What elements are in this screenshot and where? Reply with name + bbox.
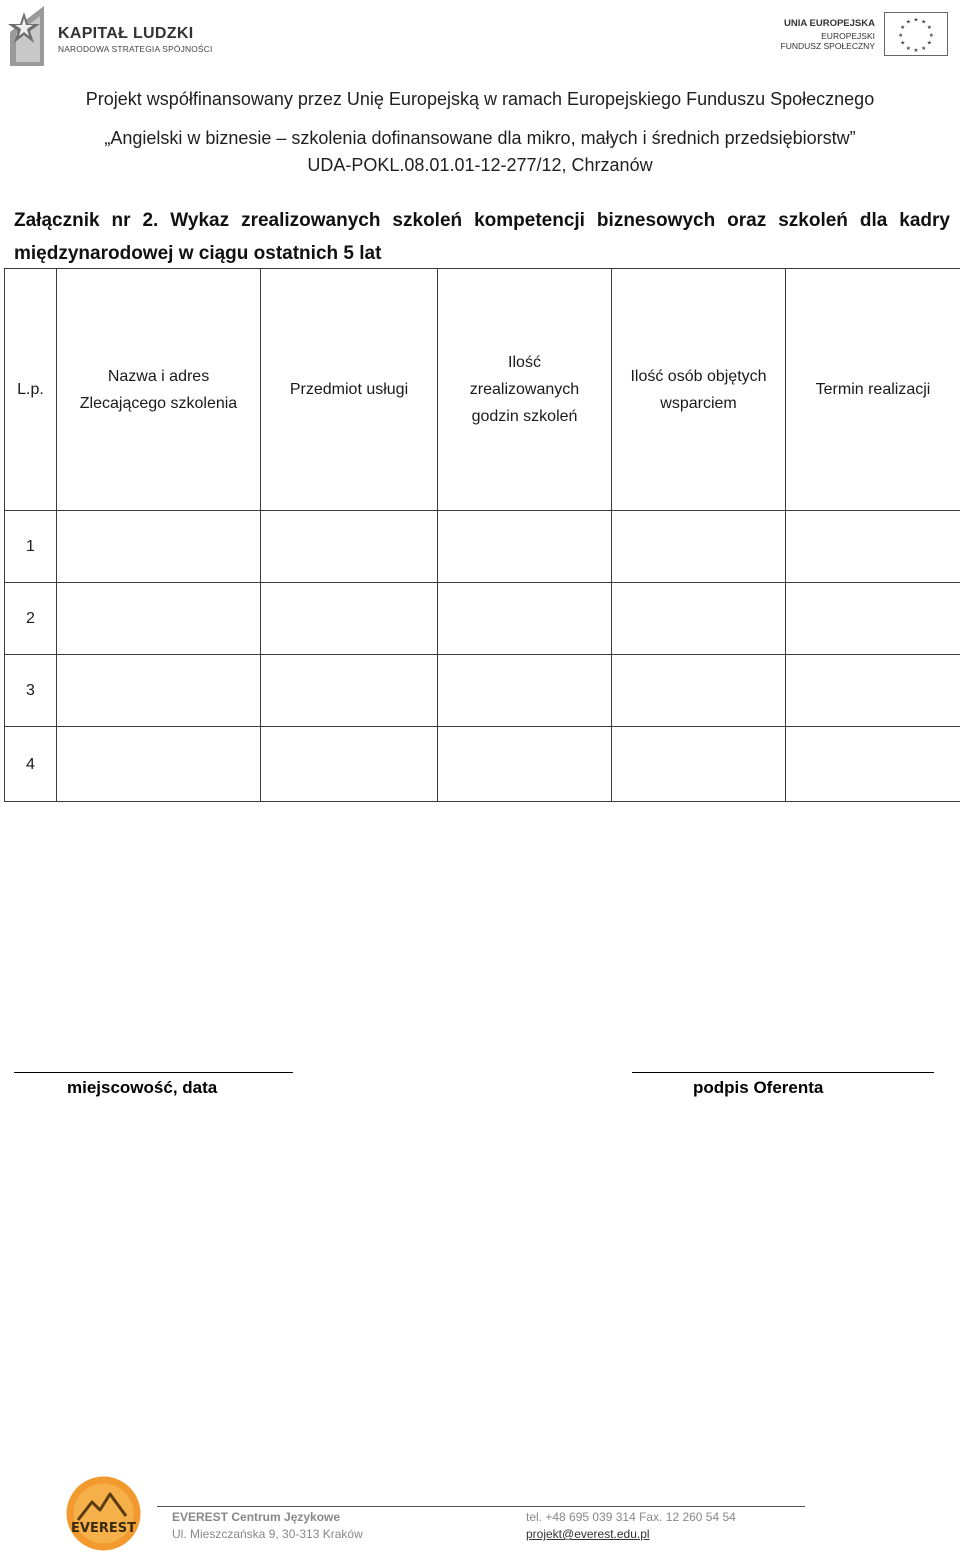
client-cell[interactable]	[57, 727, 261, 802]
participants-cell[interactable]	[612, 655, 786, 727]
column-header-participants-label: Ilość osób objętych wsparciem	[630, 367, 767, 412]
svg-text:★: ★	[926, 40, 932, 47]
svg-text:★: ★	[900, 25, 906, 32]
svg-text:★: ★	[905, 19, 911, 26]
hours-cell[interactable]	[438, 511, 612, 583]
date-cell[interactable]	[786, 727, 960, 802]
footer-company: EVEREST Centrum Językowe	[172, 1510, 341, 1524]
svg-text:★: ★	[921, 46, 927, 53]
participants-cell[interactable]	[612, 511, 786, 583]
column-header-client	[57, 269, 261, 511]
column-header-lp: L.p.	[5, 269, 57, 511]
cofinancing-statement: Projekt współfinansowany przez Unię Europejską w ramach Europejskiego Funduszu Społecznego	[85, 89, 875, 109]
column-header-hours	[438, 269, 612, 511]
column-header-participants	[612, 269, 786, 511]
everest-logo-icon	[66, 1476, 141, 1551]
svg-text:★: ★	[913, 17, 919, 24]
project-name: „Angielski w biznesie – szkolenia dofinansowane dla mikro, małych i średnich przedsiębiorstw”	[104, 128, 856, 148]
column-header-hours-label: Ilość zrealizowanych godzin szkoleń	[469, 354, 580, 425]
svg-text:★: ★	[905, 46, 911, 53]
kapital-ludzki-logo	[6, 4, 216, 66]
eu-logo-line2: EUROPEJSKI	[821, 31, 875, 41]
row-number: 4	[5, 727, 57, 802]
subject-cell[interactable]	[261, 511, 438, 583]
kapital-ludzki-title: KAPITAŁ LUDZKI	[58, 25, 194, 42]
column-header-subject: Przedmiot usługi	[261, 269, 438, 511]
svg-text:★: ★	[928, 32, 934, 39]
client-cell[interactable]	[57, 583, 261, 655]
svg-text:★: ★	[913, 48, 919, 55]
document-title: Załącznik nr 2. Wykaz zrealizowanych szkoleń kompetencji biznesowych oraz szkoleń dla kadry międzynarodowej w ciągu ostatnich 5 lat	[14, 210, 950, 264]
hours-cell[interactable]	[438, 583, 612, 655]
hours-cell[interactable]	[438, 655, 612, 727]
row-number: 2	[5, 583, 57, 655]
subject-cell[interactable]	[261, 583, 438, 655]
training-list-table	[4, 268, 960, 802]
project-code: UDA-POKL.08.01.01-12-277/12, Chrzanów	[307, 155, 653, 175]
table-row	[5, 655, 960, 727]
hours-cell[interactable]	[438, 727, 612, 802]
table-header-row	[5, 269, 960, 511]
svg-text:★: ★	[921, 19, 927, 26]
place-date-signature-line[interactable]	[14, 1072, 293, 1073]
eu-flag-icon	[884, 12, 948, 56]
footer-phone: tel. +48 695 039 314 Fax. 12 260 54 54	[526, 1510, 736, 1524]
subject-cell[interactable]	[261, 655, 438, 727]
participants-cell[interactable]	[612, 727, 786, 802]
place-date-label: miejscowość, data	[67, 1078, 218, 1097]
everest-logo-text: EVEREST	[71, 1521, 136, 1536]
table-row	[5, 511, 960, 583]
row-number: 3	[5, 655, 57, 727]
column-header-date: Termin realizacji	[786, 269, 960, 511]
footer-address: Ul. Mieszczańska 9, 30-313 Kraków	[172, 1527, 363, 1541]
svg-text:★: ★	[926, 25, 932, 32]
date-cell[interactable]	[786, 583, 960, 655]
kapital-ludzki-emblem-icon	[6, 4, 50, 66]
svg-text:★: ★	[900, 40, 906, 47]
table-row	[5, 727, 960, 802]
row-number: 1	[5, 511, 57, 583]
date-cell[interactable]	[786, 655, 960, 727]
table-row	[5, 583, 960, 655]
client-cell[interactable]	[57, 511, 261, 583]
offeror-signature-label: podpis Oferenta	[693, 1078, 824, 1097]
footer-divider	[157, 1506, 805, 1507]
eu-logo-line1: UNIA EUROPEJSKA	[784, 18, 875, 29]
eu-logo	[770, 10, 950, 60]
subject-cell[interactable]	[261, 727, 438, 802]
kapital-ludzki-subtitle: NARODOWA STRATEGIA SPÓJNOŚCI	[58, 44, 213, 54]
column-header-client-label: Nazwa i adres Zlecającego szkolenia	[79, 367, 238, 412]
date-cell[interactable]	[786, 511, 960, 583]
client-cell[interactable]	[57, 655, 261, 727]
offeror-signature-line[interactable]	[632, 1072, 934, 1073]
footer-email-link[interactable]: projekt@everest.edu.pl	[526, 1527, 650, 1541]
eu-logo-line3: FUNDUSZ SPOŁECZNY	[780, 41, 875, 51]
svg-text:★: ★	[898, 32, 904, 39]
participants-cell[interactable]	[612, 583, 786, 655]
